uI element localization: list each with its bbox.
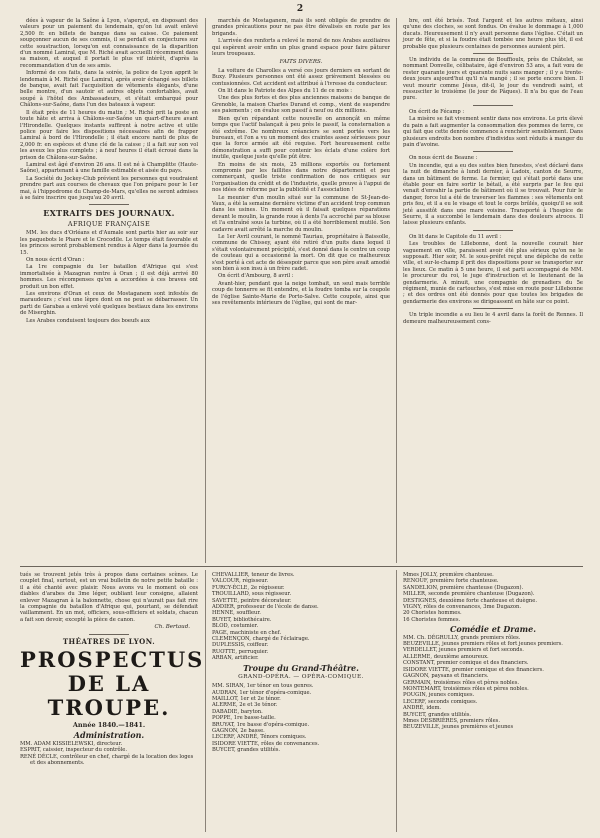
staff-entry: HENNE, souffleur. (212, 610, 261, 617)
article-paragraph: On écrit de Fécamp : (409, 108, 465, 115)
cast-entry: CONSTANT, premier comique et des financiers. (403, 660, 529, 667)
article-paragraph: En moins de six mois, 25 millions exportés ou fortement compromis par les faillites dans notre département et peu commerçant, quelle triste confirmation de nos critiques sur l'organisation du crédit et de l'industrie, quelle preuve à l'appui de nos idées de réforme par la publicité et l'association ! (212, 161, 390, 194)
article-paragraph: La 1re compagnie du 1er bataillon d'Afrique qui s'est immortalisée à Mazagran rentre à Oran ; il est déjà arrivé 80 hommes. Les récompenses qu'on a accordées à ces braves ont produit un bon effet. (20, 264, 198, 290)
article-paragraph: bre, ont été brisés. Tout l'argent et les autres métaux, ainsi qu'une des cloches, se sont fondus. On évalue le dommage à 1,000 ducats. Heureusement il n'y avait personne dans l'église. C'était un jour de fête, et si la foudre était tombée une heure plus tôt, il est probable que plusieurs centaines de personnes auraient péri. (403, 18, 583, 50)
staff-entry: RENÉ DÉCLE, contrôleur en chef, chargé de la location des loges et des abonnements. (20, 753, 194, 767)
season-year: Année 1840.—1841. (72, 721, 146, 730)
prospectus-title: PROSPECTUS DE LA TROUPE. (20, 647, 205, 721)
column-rule-lower-2 (396, 570, 397, 832)
cast-entry: BEUZEVILLE, jeunes premières et jeunes (403, 724, 514, 731)
cast-entry: BUYCET, grandes utilités. (212, 747, 281, 754)
cast-entry: MILLER, seconde première chanteuse (Dugazon). (403, 591, 535, 598)
article-paragraph: Un individu de la commune de Bouffioulx, près de Châtelet, se nommant Donvelle, célibataire, âgé d'environ 53 ans, a fait vœu de rester quarante jours et quarante nuits sans manger ; il y a trente-deux jours aujourd'hui qu'il n'a mangé ; il se porte encore bien. Il veut mourir comme Jésus, dit-il, le jour du vendredi saint, et ressusciter le troisième (le jour de Pâques). Il n'a bu que de l'eau pure. (403, 57, 583, 102)
cast-entry: ISIDORE VIETTE, rôles de convenances. (212, 740, 320, 747)
opera-subtitle: GRAND-OPÉRA. — OPÉRA-COMIQUE. (238, 674, 364, 681)
lower-column-2 (212, 572, 390, 754)
article-paragraph: tués se trouvent jetés très à propos dans certaines scènes. Le couplet final, surtout, est un vrai bulletin de notre petite bataille : il a été chanté avec plaisir. Nous avons vu le moment où ces diables d'arabes du 3me léger, oubliant leur consigne, allaient enlever Mazagran à la baïonnette, chose qui n'aurait pas fait rire la compagnie du bataillon d'Afrique qui, pourtant, se défendait vaillamment. En un mot, officiers, sous-officiers et soldats, chacun a fait son devoir, excepté la pièce de canon. (20, 572, 198, 623)
cast-entry: 16 Choristes femmes. (403, 616, 461, 623)
article-signature: Ch. Bertaud. (154, 624, 190, 631)
article-paragraph: La voiture de Charolles a versé ces jours derniers en sortant de Buxy. Plusieurs personnes ont été assez grièvement blessées ou contusionnées. Cet accident est attribué à l'ivresse du conducteur. (212, 67, 390, 87)
article-paragraph: On lit dans le Capitole du 11 avril : (409, 233, 502, 240)
staff-entry: SAVETTE, peintre décorateur. (212, 597, 292, 604)
cast-entry: BRUYAT, 1re basse d'opéra-comique. (212, 721, 310, 728)
column-1 (20, 18, 198, 325)
cast-entry: BUYCET, grandes utilités. (403, 711, 472, 718)
article-paragraph: On écrit d'Ambourg, 8 avril : (218, 273, 294, 280)
staff-entry: TROUILLARD, sous régisseur. (212, 591, 292, 598)
article-divider (473, 53, 513, 54)
staff-entry: CLEMENÇON, chargé de l'éclairage. (212, 636, 310, 643)
column-rule-lower-1 (205, 570, 206, 832)
article-divider (473, 308, 513, 309)
staff-entry: MM. ADAM KISSIELEWSKI, directeur. (20, 740, 123, 747)
staff-entry: VALCOUR, régisseur. (212, 578, 269, 585)
theatre-heading: THÉATRES DE LYON. (62, 636, 156, 646)
article-divider (473, 230, 513, 231)
article-paragraph: La misère se fait vivement sentir dans nos environs. Le prix élevé du pain a fait augmenter la consommation des pommes de terre, ce qui fait que cette denrée commence à renchérir sensiblement. Dans plusieurs endroits bon nombre d'individus sont réduits à manger du pain d'avoine. (403, 116, 583, 148)
article-paragraph: L'arrivée des renforts a relevé le moral de nos Arabes auxiliaires qui espèrent avoir enfin un plus grand espace pour faire pâturer leurs troupeaux. (212, 38, 390, 58)
article-paragraph: Un triple incendie a eu lieu le 4 avril dans la forêt de Rennes. Il demeure malheureusement cons- (403, 312, 583, 325)
article-paragraph: Le 1er Avril courant, le nommé Tauriau, propriétaire à Baissolle, commune de Chissey, ayant été retiré d'un puits dans lequel il s'était volontairement précipité, s'est donné dans le centre un coup de couteau qui a occasionné la mort. On dit que ce malheureux s'est porté à cet acte de désespoir parce que son père avait amodié son bien à son insu à un frère cadet. (212, 234, 390, 273)
page-number: 2 (296, 4, 304, 14)
article-paragraph: MM. les ducs d'Orléans et d'Aumale sont partis hier au soir sur les paquebots le Phare et le Crocodile. Le temps était favorable et les princes seront probablement rendus à Alger dans la journée du 15. (20, 230, 198, 256)
article-paragraph: La Société du Jockey-Club prévient les personnes qui voudraient prendre part aux courses de chevaux que l'on prépare pour le 1er mai, à l'hippodrome du Champ-de-Mars, qu'elles ne seront admises à se faire inscrire que jusqu'au 20 avril. (20, 175, 198, 201)
staff-entry: ADDIER, professeur de l'école de danse. (212, 604, 319, 611)
lower-column-1 (20, 572, 205, 767)
cast-entry: SANDELION, première chanteuse (Dugazon). (403, 584, 524, 591)
article-paragraph: Le meunier d'un moulin situé sur la commune de St-Jean-de-Vaux, a été la semaine dernière victime d'un accident trop commun dans les usines. Un moment où il faisait quelques réparations devant le moulin, la grande roue à dents l'a accroché par sa blouse et l'a entraîné sous la turbine, où il a été horriblement mutilé. Son cadavre avait arrêté la marche du moulin. (212, 194, 390, 233)
staff-entry: RUOTTE, perruquier. (212, 648, 269, 655)
cast-entry: GAGNON, 2e basse. (212, 727, 265, 734)
cast-entry: GERMAIN, troisièmes rôles et pères nobles. (403, 679, 520, 686)
cast-entry: Mmes DESBRIÈRES, premiers rôles. (403, 717, 500, 724)
cast-entry: LECERF, seconds comiques. (403, 698, 478, 705)
cast-entry: ISIDORE VIETTE, premier comique et des financiers. (403, 666, 544, 673)
cast-entry: MM. SIRAN, 1er ténor en tous genres. (212, 683, 314, 690)
column-rule-1 (205, 18, 206, 563)
staff-entry: PAGE, machiniste en chef. (212, 629, 282, 636)
staff-entry: ESPRIT, caissier, inspecteur du contrôle. (20, 747, 128, 754)
article-paragraph: Les environs d'Oran et ceux de Mostaganem sont infestés de maraudeurs ; c'est une lèpre dont on ne peut se débarrasser. Un parti de Garabas a enlevé volé quelques bestiaux dans les environs de Miserghin. (20, 291, 198, 317)
subsection-title-afrique: AFRIQUE FRANÇAISE (67, 220, 151, 229)
cast-entry: VIGNY, rôles de convenances, 3me Dugazon. (403, 604, 521, 611)
section-divider (89, 204, 129, 205)
article-divider (89, 634, 129, 635)
cast-entry: 20 Choristes hommes. (403, 610, 462, 617)
cast-entry: Mmes JOLLY, première chanteuse. (403, 572, 494, 578)
article-paragraph: On nous écrit d'Oran : (26, 257, 85, 263)
staff-entry: ARBAN, artificier. (212, 655, 259, 662)
section-rule (20, 566, 583, 567)
column-rule-2 (396, 18, 397, 563)
article-paragraph: marchés de Mostaganem, mais ils sont obligés de prendre de grandes précautions pour ne pas être dévalisés en route par les brigands. (212, 18, 390, 37)
cast-entry: LECERF, ANDRÉ, Ténors comiques. (212, 734, 307, 741)
article-paragraph: Il était près de 11 heures du matin ; M. Riché prit la poste en toute hâte et arriva à Châlons-sur-Saône un quart-d'heure avant l'Hirondelle. Quelques instants suffirent à notre active et utile police pour faire les dispositions nécessaires afin de frapper Lamiral à bord de l'Hirondelle ; il était encore nanti de plus de 2,000 fr. en espèces et d'une clé de la caisse ; il a fait sur son vol les aveux les plus complets ; à neuf heures il était écroué dans la prison de Châlons-sur-Saône. (20, 109, 198, 161)
article-paragraph: Informé de ces faits, dans la soirée, la police de Lyon apprit le lendemain à M. Riché que Lamiral, après avoir échangé ses billets de banque, avait fait l'acquisition de vêtements élégants, d'une belle montre, d'un sautoir et autres objets confortables, avait soupé à l'hôtel des Ambassadeurs, et s'était embarqué pour Châlons-sur-Saône, dans l'un des bateaux à vapeur. (20, 70, 198, 109)
article-paragraph: dées à vapeur de la Saône à Lyon, s'aperçut, en disposant des valeurs pour un paiement du lendemain, qu'on lui avait enlevé 2,500 fr. en billets de banque dans sa caisse. Ce paiement soupçonner aucun de ses commis, il se perdait en conjectures sur cette soustraction, lorsqu'on eut connaissance de la disparition d'un nommé Lamiral, que M. Riché avait accueilli récemment dans sa maison, et auquel il portait le plus vif intérêt, d'après la recommandation d'un de ses amis. (20, 18, 198, 69)
article-paragraph: On nous écrit de Beaune : (409, 155, 478, 162)
article-paragraph: On lit dans le Patriote des Alpes du 11 de ce mois : (218, 88, 353, 95)
staff-entry: FURCY-ÉCLE, 2e régisseur. (212, 584, 285, 591)
staff-entry: BLOD, costumier. (212, 623, 259, 630)
staff-entry: BUYET, bibliothécaire. (212, 616, 272, 623)
article-paragraph: Les troubles de Lillebonne, dont la nouvelle courait hier vaguement en ville, paraissent avoir été plus sérieux qu'on ne le supposait. Hier soir, M. le sous-préfet reçut une dépêche de cette ville, et sur-le-champ il prit des dispositions pour se transporter sur les lieux. Ce matin à 5 une heure, il est parti accompagné de MM. le procureur du roi, le juge d'instruction et le lieutenant de la gendarmerie. A minuit, une compagnie de grenadiers du 5e régiment, munie de cartouches, s'est mise en route pour Lillebonne ; et des ordres ont été donnés pour que toutes les brigades de gendarmerie des environs se dirigeassent en hâte sur ce point. (403, 241, 583, 305)
cast-entry: BEUZEVILLE, jeunes premiers rôles et fort jeunes premiers. (403, 641, 563, 648)
article-paragraph: Les Arabes conduisent toujours des boeufs aux (26, 317, 150, 324)
cast-entry: POUGIN, jeunes comiques. (403, 692, 475, 699)
article-paragraph: Bien qu'en répandant cette nouvelle on annonçât en même temps que l'actif balançait à peu près le passif, la consternation a été extrême. De nombreux créanciers se sont portés vers les bureaux, et l'on a vu un moment des craintes assez sérieuses pour que la force armée ait été requise. Fort heureusement cette démonstration a suffi pour contenir les éclats d'une colère fort inutile, quelque juste qu'elle pût être. (212, 115, 390, 161)
section-title-extraits: EXTRAITS DES JOURNAUX. (43, 208, 175, 219)
article-paragraph: Lamiral est âgé d'environ 26 ans. Il est né à Champlitte (Haute-Saône), appartenant à une famille estimable et aisée du pays. (20, 161, 198, 175)
cast-entry: ANDRÉ, idem. (403, 705, 442, 712)
staff-entry: DUPLESSIS, coiffeur. (212, 642, 269, 649)
cast-entry: POPPE, 1re basse-taille. (212, 715, 276, 722)
section-title-faits-divers: FAITS DIVERS. (279, 59, 323, 66)
cast-entry: DABADIE, baryton. (212, 708, 263, 715)
cast-entry: DESTIGNES, deuxième forte chanteuse et duègne. (403, 597, 537, 604)
cast-entry: ALERME, 2e et 3e ténor. (212, 702, 278, 709)
comedie-title: Comédie et Drame. (449, 624, 536, 635)
lower-column-3 (403, 572, 583, 731)
column-2 (212, 18, 390, 307)
cast-entry: MONTEMART, troisièmes rôles et pères nobles. (403, 685, 529, 692)
cast-entry: ALLERME, deuxième amoureux. (403, 653, 489, 660)
cast-entry: MM. Ch. DÉGRULLY, grands premiers rôles. (403, 634, 521, 641)
cast-entry: MAILLOT, 1er et 2e ténor. (212, 695, 281, 702)
troupe-title: Troupe du Grand-Théâtre. (243, 662, 359, 673)
article-paragraph: Une des plus fortes et des plus anciennes maisons de banque de Grenoble, la maison Charles Durand et comp., vient de suspendre ses paiements ; on évalue son passif à neuf ou dix millions. (212, 95, 390, 115)
cast-entry: AUDRAN, 1er ténor d'opéra-comique. (212, 689, 312, 696)
staff-entry: CHEVALLIER, teneur de livres. (212, 572, 295, 578)
administration-title: Administration. (73, 730, 145, 741)
article-divider (473, 151, 513, 152)
column-3 (403, 18, 583, 326)
cast-entry: RENOUF, première forte chanteuse. (403, 578, 499, 585)
article-paragraph: Un incendie, qui a eu des suites bien funestes, s'est déclaré dans la nuit de dimanche à lundi dernier, à Ladoix, canton de Seurre, dans un bâtiment de ferme. Le fermier, qui s'était porté dans une étable pour en faire sortir le bétail, a été surpris par le feu qui venait d'envahir la partie de bâtiment où il se trouvait. Pour fuir le danger, force lui a été de traverser les flammes : ses vêtements ont pris feu, et il a eu le visage et tout le corps brûlés, quoiqu'il se soit jeté aussitôt dans une mare voisine. Transporté à l'hospice de Seurre, il a succombé le lendemain dans des douleurs atroces. Il laisse plusieurs enfants. (403, 162, 583, 227)
article-paragraph: Avant-hier, pendant que la neige tombait, un seul mais terrible coup de tonnerre se fit entendre, et la foudre tomba sur la coupole de l'église Sainte-Marie de Porto-Salve. Cette coupole, ainsi que ses revêtements intérieurs de l'église, qui sont de mar- (212, 280, 390, 307)
cast-entry: GAGNON, paysans et financiers. (403, 673, 489, 680)
article-divider (473, 105, 513, 106)
cast-entry: VERDELLET, jeunes premiers et fort seconds. (403, 647, 524, 654)
